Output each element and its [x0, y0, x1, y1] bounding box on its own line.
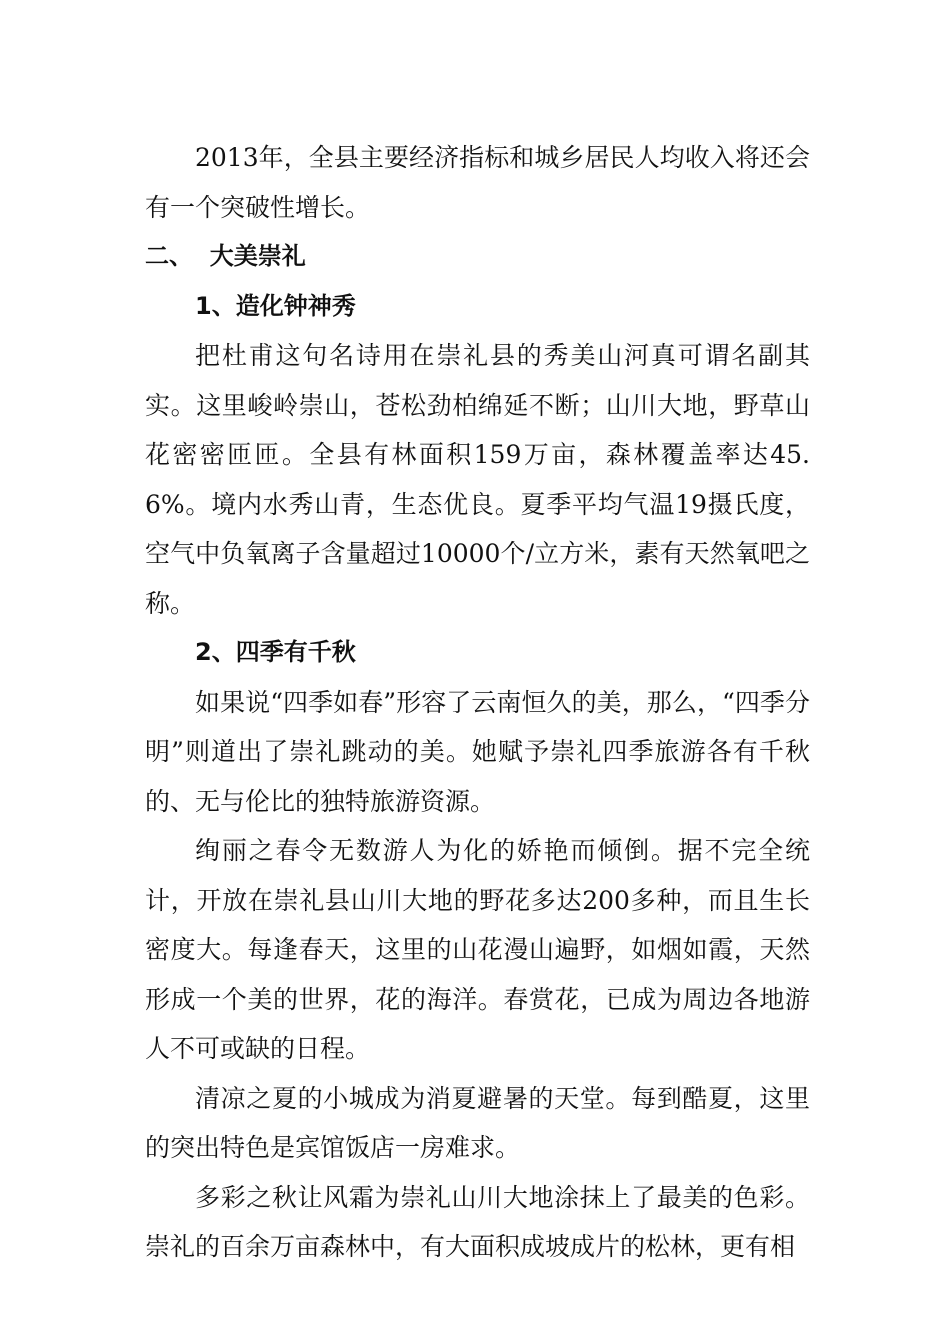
- section-heading-beautiful-chongli: 二、 大美崇礼: [145, 242, 306, 270]
- paragraph-autumn: 多彩之秋让风霜为崇礼山川大地涂抹上了最美的色彩。崇礼的百余万亩森林中，有大面积成坡成片的松林，更有相: [145, 1182, 810, 1261]
- paragraph-four-seasons: 如果说“四季如春”形容了云南恒久的美，那么，“四季分明”则道出了崇礼跳动的美。她赋予崇礼四季旅游各有千秋的、无与伦比的独特旅游资源。: [145, 687, 810, 816]
- paragraph-economy: 2013年，全县主要经济指标和城乡居民人均收入将还会有一个突破性增长。: [145, 143, 810, 222]
- subheading-natural-beauty: 1、造化钟神秀: [195, 291, 356, 320]
- subheading-four-seasons: 2、四季有千秋: [195, 638, 356, 666]
- paragraph-natural-beauty: 把杜甫这句名诗用在崇礼县的秀美山河真可谓名副其实。这里峻岭崇山，苍松劲柏绵延不断；山川大地，野草山花密密匝匝。全县有林面积159万亩，森林覆盖率达45.6%。境内水秀山青，生态优良。夏季平均气温19摄氏度，空气中负氧离子含量超过10000个/立方米，素有天然氧吧之称。: [145, 341, 810, 618]
- paragraph-summer: 清凉之夏的小城成为消夏避暑的天堂。每到酷夏，这里的突出特色是宾馆饭店一房难求。: [145, 1083, 810, 1162]
- paragraph-spring: 绚丽之春令无数游人为化的娇艳而倾倒。据不完全统计，开放在崇礼县山川大地的野花多达200多种，而且生长密度大。每逢春天，这里的山花漫山遍野，如烟如霞，天然形成一个美的世界，花的海洋。春赏花，已成为周边各地游人不可或缺的日程。: [145, 836, 810, 1063]
